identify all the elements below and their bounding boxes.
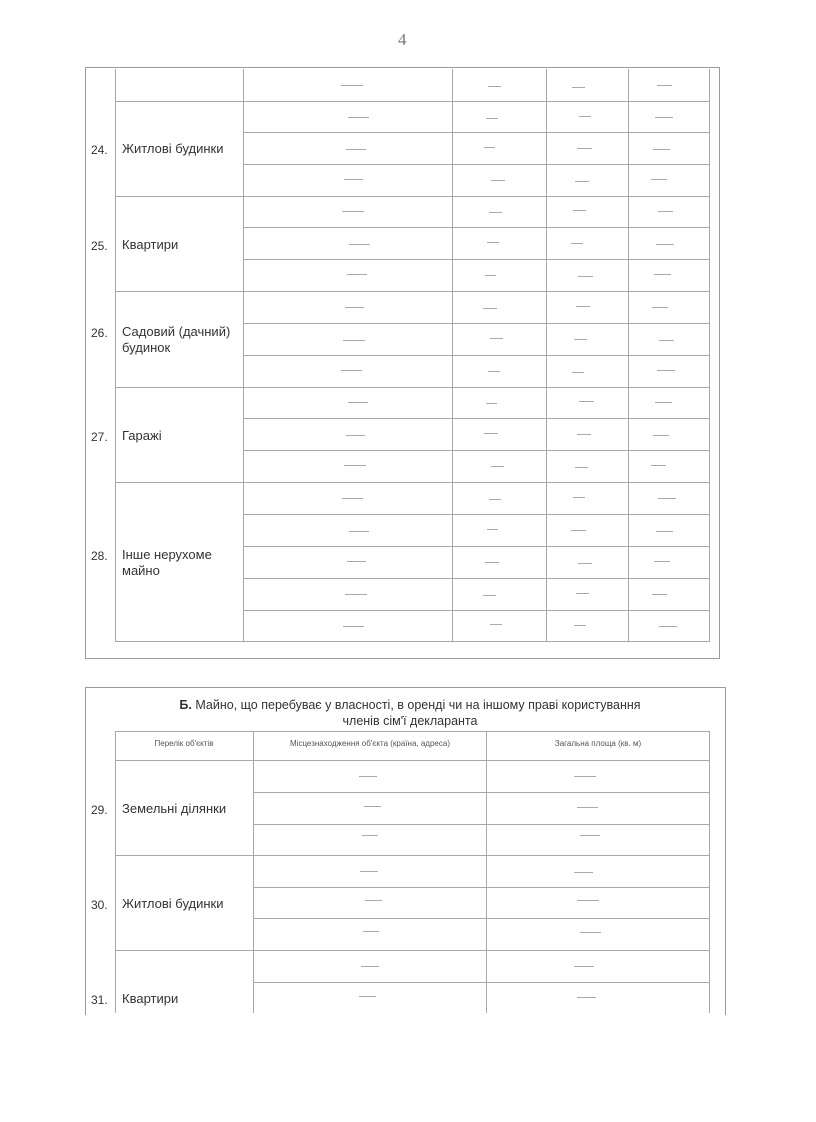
empty-cell-dash [341,370,362,371]
empty-cell-dash [487,242,499,243]
column-header-area: Загальна площа (кв. м) [554,739,642,748]
empty-cell-dash [579,401,594,402]
empty-cell-dash [574,966,594,967]
empty-cell-dash [487,529,498,530]
row-number: 29. [91,803,108,817]
empty-cell-dash [491,466,504,467]
empty-cell-dash [659,626,677,627]
group-rule [115,291,710,292]
empty-cell-dash [484,147,495,148]
empty-cell-dash [655,402,672,403]
empty-cell-dash [363,931,379,932]
empty-cell-dash [359,996,376,997]
subrow-rule [243,259,710,260]
empty-cell-dash [655,117,673,118]
empty-cell-dash [359,776,377,777]
row-number: 30. [91,898,108,912]
empty-cell-dash [344,179,363,180]
empty-cell-dash [348,117,369,118]
subrow-rule [253,824,710,825]
subrow-rule [243,132,710,133]
empty-cell-dash [345,594,367,595]
empty-cell-dash [489,212,502,213]
empty-cell-dash [347,274,367,275]
empty-cell-dash [580,932,601,933]
empty-cell-dash [653,435,669,436]
empty-cell-dash [490,338,503,339]
empty-cell-dash [342,211,364,212]
empty-cell-dash [574,872,593,873]
section-b-title [110,697,710,729]
row-label: Житлові будинки [122,141,224,156]
empty-cell-dash [653,149,670,150]
section-b-letter: Б. [179,698,192,712]
empty-cell-dash [490,624,502,625]
row-label: Садовий (дачний) будинок [122,324,231,355]
subrow-rule [243,578,710,579]
empty-cell-dash [654,561,670,562]
empty-cell-dash [577,807,598,808]
empty-cell-dash [658,498,676,499]
group-rule [115,482,710,483]
row-label: Земельні ділянки [122,801,227,816]
row-label: Квартири [122,237,179,252]
empty-cell-dash [344,465,366,466]
empty-cell-dash [362,835,378,836]
column-divider [486,731,487,1013]
empty-cell-dash [577,148,592,149]
group-rule [115,855,710,856]
empty-cell-dash [578,276,593,277]
empty-cell-dash [360,871,378,872]
row-number: 31. [91,993,108,1007]
empty-cell-dash [572,372,584,373]
row-number: 25. [91,239,108,253]
empty-cell-dash [346,149,366,150]
column-divider [253,731,254,1013]
empty-cell-dash [574,339,587,340]
empty-cell-dash [578,563,592,564]
empty-cell-dash [577,434,591,435]
empty-cell-dash [659,340,674,341]
empty-cell-dash [572,87,585,88]
group-rule [115,101,710,102]
subrow-rule [253,918,710,919]
column-divider [115,69,116,641]
subrow-rule [253,982,710,983]
row-number: 27. [91,430,108,444]
empty-cell-dash [576,593,589,594]
empty-cell-dash [365,900,382,901]
empty-cell-dash [488,86,501,87]
empty-cell-dash [345,307,364,308]
empty-cell-dash [575,181,589,182]
empty-cell-dash [489,499,501,500]
empty-cell-dash [348,402,368,403]
row-label: Інше нерухоме майно [122,547,212,578]
row-number: 26. [91,326,108,340]
row-label: Гаражі [122,428,162,443]
group-rule [115,950,710,951]
empty-cell-dash [346,435,365,436]
subrow-rule [243,514,710,515]
empty-cell-dash [486,403,497,404]
empty-cell-dash [364,806,381,807]
empty-cell-dash [657,370,675,371]
empty-cell-dash [574,625,586,626]
subrow-rule [253,792,710,793]
empty-cell-dash [571,530,586,531]
row-number: 28. [91,549,108,563]
empty-cell-dash [575,467,588,468]
empty-cell-dash [361,966,379,967]
empty-cell-dash [654,274,671,275]
empty-cell-dash [349,244,370,245]
subrow-rule [243,546,710,547]
empty-cell-dash [574,776,596,777]
empty-cell-dash [577,900,599,901]
empty-cell-dash [347,561,366,562]
table-bottom-rule [115,641,710,642]
row-number: 24. [91,143,108,157]
column-divider [115,731,116,1013]
empty-cell-dash [341,85,363,86]
subrow-rule [243,227,710,228]
empty-cell-dash [573,210,586,211]
subrow-rule [243,418,710,419]
empty-cell-dash [483,595,496,596]
group-rule [115,387,710,388]
subrow-rule [243,355,710,356]
empty-cell-dash [483,308,497,309]
row-label: Квартири [122,991,179,1006]
empty-cell-dash [343,626,364,627]
row-label: Житлові будинки [122,896,224,911]
subrow-rule [243,323,710,324]
empty-cell-dash [576,306,590,307]
section-b-title-line2: членів сім'ї декларанта [342,714,478,728]
section-b-frame [85,687,726,1015]
subrow-rule [243,450,710,451]
empty-cell-dash [577,997,596,998]
group-rule [115,196,710,197]
page-number: 4 [398,30,407,49]
column-header-location: Місцезнаходження об'єкта (країна, адреса) [290,739,450,748]
empty-cell-dash [652,307,668,308]
header-top-rule [115,731,710,732]
empty-cell-dash [573,497,585,498]
empty-cell-dash [656,244,674,245]
empty-cell-dash [342,498,363,499]
empty-cell-dash [580,835,600,836]
empty-cell-dash [579,116,591,117]
column-header-objects: Перелік об'єктів [154,739,214,748]
subrow-rule [253,887,710,888]
section-b-title-line1: Майно, що перебуває у власності, в оренді чи на іншому праві користування [195,698,641,712]
subrow-rule [243,610,710,611]
header-bottom-rule [115,760,710,761]
empty-cell-dash [484,433,498,434]
empty-cell-dash [488,371,500,372]
empty-cell-dash [651,465,666,466]
empty-cell-dash [652,594,667,595]
empty-cell-dash [657,85,672,86]
subrow-rule [243,164,710,165]
empty-cell-dash [486,118,498,119]
empty-cell-dash [658,211,673,212]
empty-cell-dash [485,562,499,563]
empty-cell-dash [651,179,667,180]
empty-cell-dash [571,243,583,244]
empty-cell-dash [485,275,496,276]
empty-cell-dash [349,531,369,532]
empty-cell-dash [491,180,505,181]
empty-cell-dash [656,531,673,532]
column-divider [709,731,710,1013]
empty-cell-dash [343,340,365,341]
